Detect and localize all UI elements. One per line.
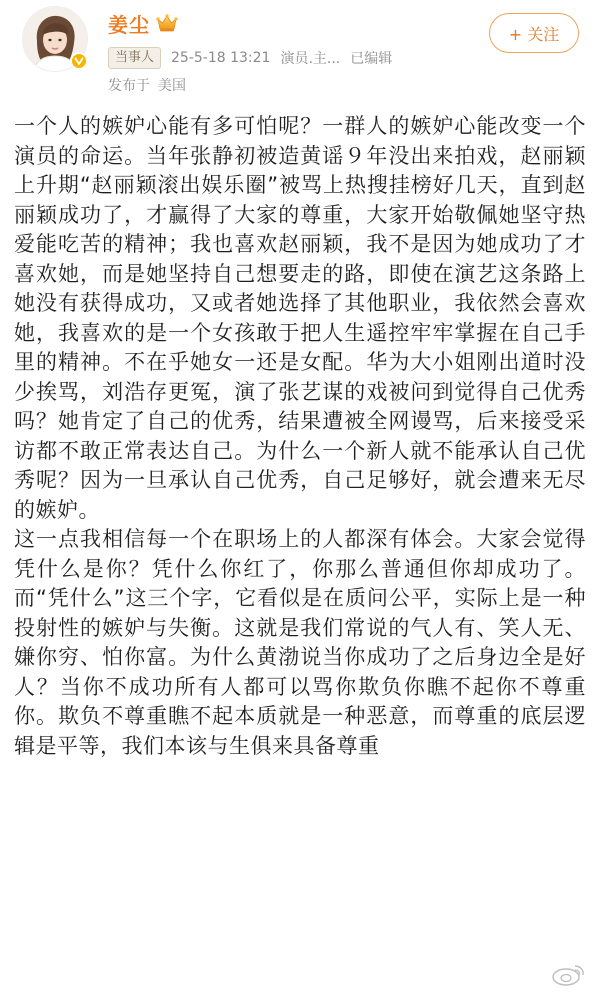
crown-icon bbox=[156, 13, 178, 33]
role-badge: 当事人 bbox=[108, 47, 161, 69]
username-row bbox=[108, 8, 178, 38]
edited-label[interactable]: 已编辑 bbox=[350, 51, 393, 67]
username[interactable]: 姜尘 bbox=[108, 12, 150, 37]
post-paragraph: 一个人的嫉妒心能有多可怕呢？一群人的嫉妒心能改变一个演员的命运。当年张静初被造黄谣９年没出来拍戏，赵丽颖上升期“赵丽颖滚出娱乐圈”被骂上热搜挂榜好几天，直到赵丽颖成功了，才赢得了大家的尊重，大家开始敬佩她坚守热爱能吃苦的精神；我也喜欢赵丽颖，我不是因为她成功了才喜欢她，而是她坚持自己想要走的路，即使在演艺这条路上她没有获得成功，又或者她选择了其他职业，我依然会喜欢她，我喜欢的是一个女孩敢于把人生遥控牢牢掌握在自己手里的精神。不在乎她女一还是女配。华为大小姐刚出道时没少挨骂，刘浩存更冤，演了张艺谋的戏被问到觉得自己优秀吗？她肯定了自己的优秀，结果遭被全网谩骂，后来接受采访都不敢正常表达自己。为什么一个新人就不能承认自己优秀呢？因为一旦承认自己优秀，自己足够好，就会遭来无尽的嫉妒。 bbox=[14, 114, 586, 522]
post-header bbox=[0, 0, 600, 106]
post-meta-row bbox=[108, 46, 392, 70]
verified-badge-icon bbox=[70, 52, 88, 70]
location-place: 美国 bbox=[158, 78, 186, 94]
location-prefix: 发布于 bbox=[108, 78, 150, 94]
post-location-row bbox=[108, 74, 186, 96]
follow-button[interactable]: + 关注 bbox=[489, 13, 579, 53]
watermark-logo-icon bbox=[548, 962, 588, 988]
post-paragraph: 这一点我相信每一个在职场上的人都深有体会。大家会觉得凭什么是你？凭什么你红了，你那么普通但你却成功了。而“凭什么”这三个字，它看似是在质问公平，实际上是一种投射性的嫉妒与失衡。这就是我们常说的气人有、笑人无、嫌你穷、怕你富。为什么黄渤说当你成功了之后身边全是好人？当你不成功所有人都可以骂你欺负你瞧不起你不尊重你。欺负不尊重瞧不起本质就是一种恶意，而尊重的底层逻辑是平等，我们本该与生俱来具备尊重 bbox=[14, 527, 586, 758]
post-body bbox=[14, 112, 586, 761]
post-source: 演员.主... bbox=[280, 51, 341, 67]
post-timestamp: 25-5-18 13:21 bbox=[171, 50, 271, 66]
